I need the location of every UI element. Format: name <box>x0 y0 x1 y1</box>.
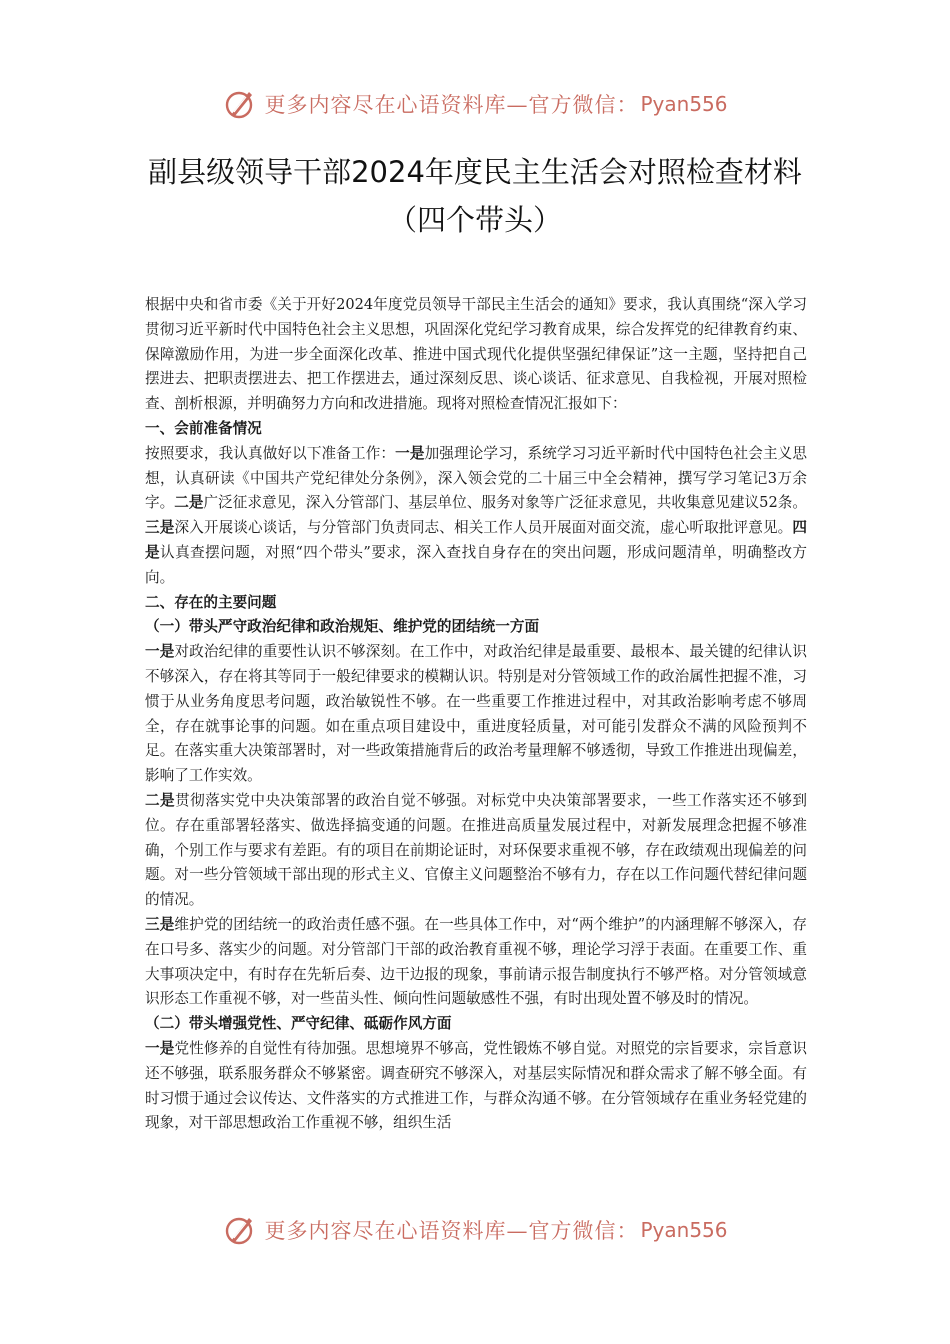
preparation-item-2: 广泛征求意见，深入分管部门、基层单位、服务对象等广泛征求意见，共收集意见建议52条。 <box>203 494 807 512</box>
problem-paragraph-2-1 <box>145 1037 807 1136</box>
document-title: 副县级领导干部2024年度民主生活会对照检查材料（四个带头） <box>148 155 802 237</box>
banner-text: 更多内容尽在心语资料库—官方微信： <box>264 93 639 117</box>
keyword-third: 三是 <box>145 915 175 933</box>
subsection-heading-1: （一）带头严守政治纪律和政治规矩、维护党的团结统一方面 <box>145 618 540 636</box>
watermark-banner-bottom <box>0 1208 950 1252</box>
problem-text: 对政治纪律的重要性认识不够深刻。在工作中，对政治纪律是最重要、最根本、最关键的纪律认识不够深入，存在将其等同于一般纪律要求的模糊认识。特别是对分管领域工作的政治属性把握不准，习惯于从业务角度思考问题，政治敏锐性不够。在一些重要工作推进过程中，对其政治影响考虑不够周全，存在就事论事的问题。如在重点项目建设中，重进度轻质量，对可能引发群众不满的风险预判不足。在落实重大决策部署时，对一些政策措施背后的政治考量理解不够透彻，导致工作推进出现偏差，影响了工作实效。 <box>145 643 807 785</box>
feather-pen-logo-icon <box>222 1212 258 1248</box>
intro-paragraph: 根据中央和省市委《关于开好2024年度党员领导干部民主生活会的通知》要求，我认真围绕“深入学习贯彻习近平新时代中国特色社会主义思想，巩固深化党纪学习教育成果，综合发挥党的纪律教育约束、保障激励作用，为进一步全面深化改革、推进中国式现代化提供坚强纪律保证”这一主题，坚持把自己摆进去、把职责摆进去、把工作摆进去，通过深刻反思、谈心谈话、征求意见、自我检视，开展对照检查、剖析根源，并明确努力方向和改进措施。现将对照检查情况汇报如下： <box>145 296 807 413</box>
problem-text: 党性修养的自觉性有待加强。思想境界不够高，党性锻炼不够自觉。对照党的宗旨要求，宗旨意识还不够强，联系服务群众不够紧密。调查研究不够深入，对基层实际情况和群众需求了解不够全面。有时习惯于通过会议传达、文件落实的方式推进工作，与群众沟通不够。在分管领域存在重业务轻党建的现象，对干部思想政治工作重视不够，组织生活 <box>145 1039 807 1132</box>
document-body <box>145 293 807 1136</box>
preparation-item-1: 加强理论学习，系统学习习近平新时代中国特色社会主义思想，认真研读《中国共产党纪律处分条例》，深入领会党的二十届三中全会精神，撰写学习笔记3万余字。 <box>145 444 807 512</box>
banner-text: 更多内容尽在心语资料库—官方微信： <box>264 1219 639 1243</box>
feather-pen-logo-icon <box>222 86 258 122</box>
preparation-paragraph <box>145 442 807 591</box>
banner-wechat-id: Pyan556 <box>640 1218 728 1242</box>
subsection-heading-2: （二）带头增强党性、严守纪律、砥砺作风方面 <box>145 1015 452 1033</box>
section-heading-problems: 二、存在的主要问题 <box>145 593 277 611</box>
preparation-lead: 按照要求，我认真做好以下准备工作： <box>145 444 396 462</box>
keyword-fourth: 四是 <box>145 519 807 561</box>
keyword-second: 二是 <box>145 791 176 809</box>
banner-wechat-id: Pyan556 <box>640 92 728 116</box>
preparation-item-4: 认真查摆问题，对照“四个带头”要求，深入查找自身存在的突出问题，形成问题清单，明确整改方向。 <box>145 543 807 586</box>
keyword-first: 一是 <box>145 1039 175 1057</box>
problem-paragraph-1-1 <box>145 640 807 789</box>
keyword-third: 三是 <box>145 519 175 537</box>
problem-paragraph-1-3 <box>145 913 807 1012</box>
problem-paragraph-1-2 <box>145 789 807 913</box>
problem-text: 贯彻落实党中央决策部署的政治自觉不够强。对标党中央决策部署要求，一些工作落实还不够到位。存在重部署轻落实、做选择搞变通的问题。在推进高质量发展过程中，对新发展理念把握不够准确，个别工作与要求有差距。有的项目在前期论证时，对环保要求重视不够，存在政绩观出现偏差的问题。对一些分管领域干部出现的形式主义、官僚主义问题整治不够有力，存在以工作问题代替纪律问题的情况。 <box>145 791 807 909</box>
keyword-first: 一是 <box>145 643 175 661</box>
problem-text: 维护党的团结统一的政治责任感不强。在一些具体工作中，对“两个维护”的内涵理解不够深入，存在口号多、落实少的问题。对分管部门干部的政治教育重视不够，理论学习浮于表面。在重要工作、重大事项决定中，有时存在先斩后奏、边干边报的现象，事前请示报告制度执行不够严格。对分管领域意识形态工作重视不够，对一些苗头性、倾向性问题敏感性不强，有时出现处置不够及时的情况。 <box>145 915 807 1008</box>
section-heading-preparation: 一、会前准备情况 <box>145 419 262 437</box>
keyword-second: 二是 <box>174 494 204 512</box>
watermark-banner-top <box>0 82 950 126</box>
keyword-first: 一是 <box>395 444 425 462</box>
preparation-item-3: 深入开展谈心谈话，与分管部门负责同志、相关工作人员开展面对面交流，虚心听取批评意见。 <box>174 519 793 537</box>
